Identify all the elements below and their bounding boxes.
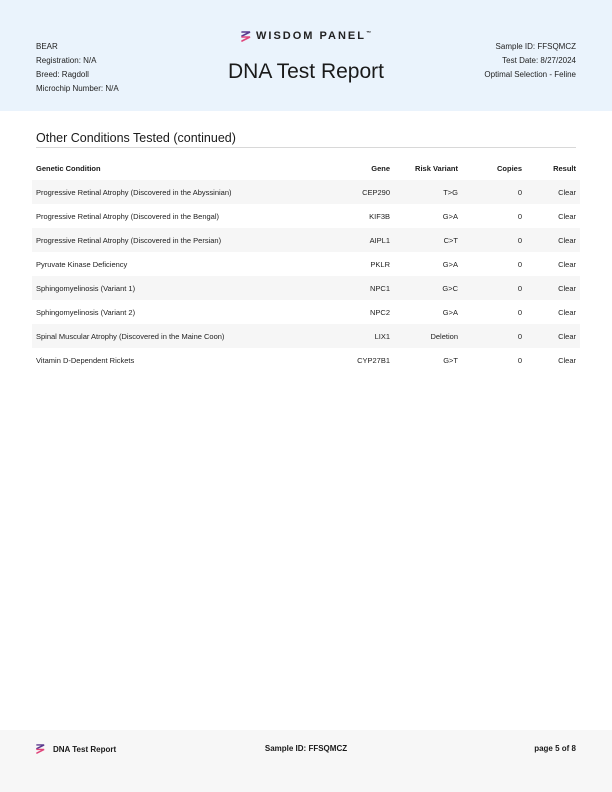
condition-cell: Sphingomyelinosis (Variant 2) [36,307,136,317]
table-header-row [32,156,580,180]
condition-cell: Progressive Retinal Atrophy (Discovered in the Persian) [32,228,312,252]
section-title: Other Conditions Tested (continued) [36,131,236,145]
copies-cell: 0 [468,228,526,252]
gene-cell: AIPL1 [312,228,394,252]
condition-cell: Spinal Muscular Atrophy (Discovered in the Maine Coon) [32,324,312,348]
gene-cell: NPC2 [369,307,390,317]
table-row [32,228,580,252]
table-row [32,324,580,348]
breed: Breed: Ragdoll [36,70,89,79]
gene-cell: PKLR [370,259,390,269]
column-header-gene: Gene [371,163,390,173]
copies-cell: 0 [468,180,526,204]
result-cell: Clear [558,307,576,317]
brand-name: WISDOM PANEL™ [256,30,371,42]
pet-name: BEAR [36,42,58,51]
table-row [32,300,580,324]
risk-variant-cell: C>T [394,228,468,252]
condition-cell: Progressive Retinal Atrophy (Discovered in the Bengal) [36,211,220,221]
section-divider [36,147,576,148]
risk-variant-cell: G>T [443,355,458,365]
table-row [32,348,580,372]
footer-title: DNA Test Report [53,744,117,754]
table-body [32,180,580,372]
report-footer [0,730,612,792]
gene-cell: CEP290 [312,180,394,204]
copies-cell: 0 [517,307,522,317]
copies-cell: 0 [517,259,522,269]
result-cell: Clear [558,355,576,365]
test-date: Test Date: 8/27/2024 [502,56,576,65]
result-cell: Clear [526,324,580,348]
risk-variant-cell: G>A [442,211,458,221]
condition-cell: Pyruvate Kinase Deficiency [36,259,128,269]
risk-variant-cell: G>C [394,276,468,300]
risk-variant-cell: Deletion [394,324,468,348]
gene-cell: NPC1 [312,276,394,300]
column-header-condition: Genetic Condition [36,163,101,173]
table-row [32,252,580,276]
wisdom-panel-logo-icon [241,31,251,42]
result-cell: Clear [558,259,576,269]
sample-id: Sample ID: FFSQMCZ [495,42,576,51]
risk-variant-cell: T>G [394,180,468,204]
microchip-number: Microchip Number: N/A [36,84,119,93]
page-title: DNA Test Report [227,60,384,83]
condition-cell: Progressive Retinal Atrophy (Discovered in the Abyssinian) [32,180,312,204]
registration: Registration: N/A [36,56,97,65]
gene-cell: CYP27B1 [357,355,390,365]
column-header-copies: Copies [496,163,522,173]
report-header [0,0,612,111]
conditions-table [32,156,580,372]
copies-cell: 0 [517,211,522,221]
table-row [32,204,580,228]
table-row [32,180,580,204]
footer-sample-id: Sample ID: FFSQMCZ [264,744,348,753]
result-cell: Clear [526,180,580,204]
product-name: Optimal Selection - Feline [484,70,576,79]
sample-info [484,40,576,82]
copies-cell: 0 [468,276,526,300]
risk-variant-cell: G>A [442,307,458,317]
page-number: page 5 of 8 [534,744,576,753]
result-cell: Clear [558,211,576,221]
gene-cell: KIF3B [369,211,390,221]
copies-cell: 0 [517,355,522,365]
copies-cell: 0 [468,324,526,348]
column-header-result: Result [553,163,576,173]
result-cell: Clear [526,276,580,300]
table-row [32,276,580,300]
condition-cell: Vitamin D-Dependent Rickets [36,355,135,365]
result-cell: Clear [526,228,580,252]
risk-variant-cell: G>A [442,259,458,269]
column-header-risk-variant: Risk Variant [415,163,458,173]
gene-cell: LIX1 [312,324,394,348]
condition-cell: Sphingomyelinosis (Variant 1) [32,276,312,300]
